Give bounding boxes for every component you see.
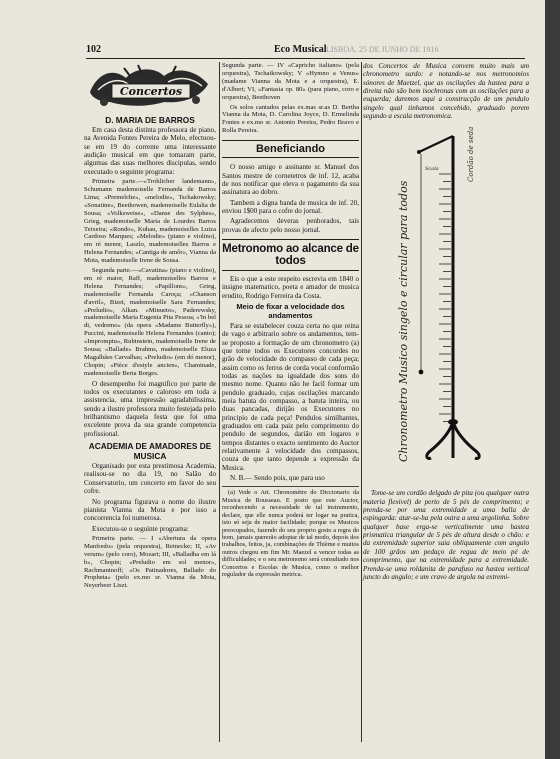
column-rule	[219, 62, 220, 742]
paragraph: N. B.— Sendo pois, que para uso	[230, 474, 325, 483]
metronome-figure	[363, 122, 529, 486]
paragraph: Eis o que a este respeito escrevia em 1840 o insigne matematico, poeta e amador de musica erudito, Rodrigo Ferreira da Costa.	[222, 274, 359, 300]
column-2	[222, 62, 359, 580]
heading-academia: ACADEMIA DE AMADORES DE MUSICA	[88, 441, 212, 462]
paragraph: dos Concertos de Musica convem muito mais um chronometro surdo: e notando-se nos metronomios sónores de Maetzel, que as oscilações da hastea para a direita não são bem isochronas com as oscilações para a esquerda; daremos aqui a construcção de um pendulo singelo qual tinhamos concebido, graduado porem segundo a escala metronomica.	[363, 62, 529, 121]
footnote-text: (a) Vede o Art. Chronomètre do Diccionario da Musica de Rousseau. E posto que este Auctor, reconhecendo a necessidade de tal instrumento, declare, que elle nunca poderá ter logar na pratica, isto só seja de maior facilidade; porque os Musicos preocupados, fazendo do seu proprio gosto a regra do bom, jamais quererão adoptar de tal modo, depois dos trabalhos, feitos, ja, combinações de Thième e muitos outros chegou em fim Mr. Maezel a vencer todas as difficuldades; e o seu metronomo será consultado nos Concertos e Escolas de Musica, como o melhor regulador da expressão metrica.	[222, 489, 359, 578]
paragraph: Em casa desta distinta professora de piano, na Avenida Fontes Pereira de Melo, efectuou-se em 19 do corrente uma interessante audição musical em que tomaram parte, algumas das suas melhores discipulas, sendo executado o seguinte programa:	[84, 126, 216, 176]
scan-edge	[545, 0, 560, 759]
faint-dateline: LISBOA, 25 DE JUNHO DE 1916	[326, 45, 439, 54]
publication-title: Eco Musical	[274, 44, 327, 55]
paragraph: O desempenho foi magnifico por parte de todos os executantes e caloroso em toda a assistencia, uma impressão agradabilissima, sendo a ilustre professora muito festejada pelo brilhantismo daquela festa que foi uma excelente prova da sua grande competencia profissional.	[84, 379, 216, 438]
paragraph: Organisado por esta prestimosa Academia, realisou-se no dia 19, no Salão do Conservatorio, um concerto em favor do seu cofre.	[84, 462, 216, 496]
program-second-part: Segunda parte.—«Cavatina» (piano e violino), em ré maior, Raff, mademoiselles Barros e Helena Fernandes; «Papillons», Grieg, mademoiselle Fernanda Caroça; «Chanson d'avril», Bizet, mademoiselle Sara Fernandes; «Preludio», Alkan. «Minueto», Paderewsky, mademoiselle Maria Eugenia Pita Pessoa; «'In bel di, vedremo» (da opera «Madame Butterfly»), Puccini, mademoiselle Helena Fernandes (canto); «Impromptu», Rubinstein, mademoiselle Irene de Sousa; «Ballade» Brahms, mademoiselle Eluza Magalhães Carvalhas; «Preludio» (em dó menor), Chopin; «Pièce d'estyle ancien», Chaminade, mademoiselle Berta Borges.	[84, 267, 216, 377]
page-header	[86, 46, 525, 59]
subheading-velocidade: Meio de fixar a velocidade dos andamentos	[236, 301, 345, 320]
heading-beneficiando: Beneficiando	[222, 140, 359, 158]
paragraph: Tambem a digna banda de musica de inf. 20, enviou 1$00 para o cofre do jornal.	[222, 198, 359, 215]
heading-metronomo: Metronomo ao alcance de todos	[222, 239, 359, 271]
column-1	[84, 62, 216, 592]
paragraph: Tome-se um cordão delgado de pita (ou qualquer outra materia flexivel) de perto de 5 pés de comprimento; e prenda-se por uma extremidade a uma balla de espingarda: atar-se-ha pela outra a uma argolinha. Sobre qualquer base erga-se verticalmente uma hastea prismatica triangular de 5 pés de altura desde o chão: e da extremidade superior saia obliquamente com angulo de 100 grãos um pedaço de regua de meio pé de comprimento, que na extremidade para a extremidade. Prenda-se uma roldanita de parafuso na hastea vertical juncto do angulo; e um cravo de argola na extremi-	[363, 489, 529, 581]
ornament-title: Concertos	[119, 85, 183, 98]
program-second-part: Segunda parte. — IV «Capricho italiano» (pela orquestra), Tschaikowsky; V «Hymno a Venus» (madame Vianna da Mota e a orquestra), E. d'Albert; VI, «Fantasia op. 80» (para piano, coro e orquestra), Beethoven	[222, 62, 359, 101]
column-3	[363, 62, 529, 583]
paragraph: No programa figurava o nome do ilustre pianista Vianna da Mota e por isso a concorrencia foi numerosa.	[84, 497, 216, 523]
scale-label: Scala	[425, 166, 439, 173]
paragraph: Para se estabelecer couza certa no que reina de vago e arbitrario sobre os andamentos, tem-se proposto a formação de um chronometro (a) que torne todos os Executores concordes no grão de velocidade do compasso de cada peça; assim como os ferros de corda vocal conformão todas as nações na igualdade dos sons do mesmo nome. Quanto não he facil formar um pendulo graduado, cujas oscilações marcando meia batuta do compasso, a batuta inteira, ou duas pancadas, dirijão os Executores no principio de cada peça! Pendulos similhantes, graduados em cada paiz pelo comprimento do pendulo de segundos, darião em logares e tempos distantes o exacto sentimento do Auctor relativamente á velocidade dos compassos, couza de que tanto depende a expressão da Musica.	[222, 321, 359, 472]
paragraph: Agradecemos deveras penhorados, tais provas de afecto pelo nosso jornal.	[222, 217, 359, 234]
paragraph: Executou-se o seguinte programa:	[92, 524, 189, 533]
figure-handwritten-note: Cordão de seda	[467, 127, 475, 183]
page-number: 102	[86, 44, 101, 55]
footnote	[222, 486, 359, 578]
figure-handwritten-label: Chronometro Musico singelo e circular para todos	[397, 181, 410, 463]
program-first-part: Primeira parte. — I «Abertura da opera Manfredo» (pela orquestra), Reinecke; II, «Av verum» (pelo coro), Mozart; III, «Balladha em lá b», Chopin; «Preludio em sol menor», Rachmaninoff; «Os Patinadores, Ballado do Propheta» (pelo ex.mo sr. Vianna da Mota, Neyerbeer Liszt.	[84, 534, 216, 590]
heading-maria-barros: D. MARIA DE BARROS	[105, 115, 195, 125]
program-first-part: Primeira parte.—«Trohlicher landemann», Schumann mademoiselle Fernanda de Barros Lima; «Premelche», «melodie», Tschakowsky; «Sonatine», Beethowen, mademoiselle Eulalia de Sousa; «Volksweise», «Danse des Sylphes», Grieg, mademoiselle Maria de Lourdes Barros Teixeira; «Rondo», Kuhau, mademoiselles Luiza Cardoso Marques; «Melodie» (piano e violino), em ré menor, Laszlo, mademoiselles Barros e Helena Fernandes; «Cantiga de amôr», Vianna da Mota, mademoiselle Irene de Sousa.	[84, 178, 216, 265]
paragraph: O nosso amigo e assinante sr. Manuel dos Santos mestre de cornetetros de inf. 12, acaba de nos notificar que eleva o pagamento da sua assinatura ao dobro.	[222, 163, 359, 197]
column-rule	[361, 62, 362, 742]
concertos-ornament	[84, 62, 216, 112]
paragraph: Os solos cantados pelas ex.mas sr.as D. Bertha Vianna da Mota, D. Carolina Joyce, D. Ermelinda Fontes e ex.mo sr. Antonio Pereira, Pedro Bravo e Rolla Pereira.	[222, 103, 359, 135]
